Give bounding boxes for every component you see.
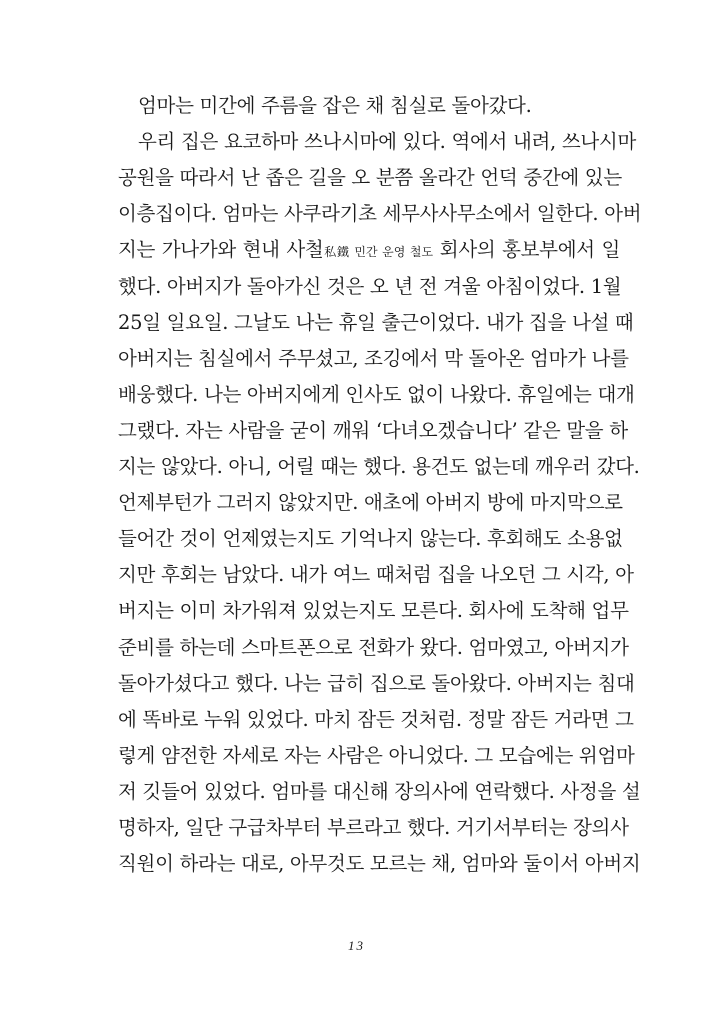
- text-line: 저 깃들어 있었다. 엄마를 대신해 장의사에 연락했다. 사정을 설: [118, 779, 641, 803]
- text-line: 아버지는 침실에서 주무셨고, 조깅에서 막 돌아온 엄마가 나를: [118, 346, 629, 370]
- text-line: 돌아가셨다고 했다. 나는 급히 집으로 돌아왔다. 아버지는 침대: [118, 671, 635, 695]
- text-segment: 지는 가나가와 현내 사철: [118, 238, 324, 262]
- text-line: 공원을 따라서 난 좁은 길을 오 분쯤 올라간 언덕 중간에 있는: [118, 166, 622, 190]
- text-line: 지는 않았다. 아니, 어릴 때는 했다. 용건도 없는데 깨우러 갔다.: [118, 455, 640, 478]
- text-segment: 회사의 홍보부에서 일: [433, 238, 621, 262]
- text-line: 우리 집은 요코하마 쓰나시마에 있다. 역에서 내려, 쓰나시마: [138, 130, 636, 154]
- text-line: 준비를 하는데 스마트폰으로 전화가 왔다. 엄마였고, 아버지가: [118, 635, 629, 659]
- text-line: [118, 232, 620, 268]
- text-line: 직원이 하라는 대로, 아무것도 모르는 채, 엄마와 둘이서 아버지: [118, 852, 641, 876]
- text-line: 엄마는 미간에 주름을 잡은 채 침실로 돌아갔다.: [138, 94, 532, 117]
- hanja-annotation: 私鐵 민간 운영 철도: [323, 245, 434, 260]
- text-line: 배웅했다. 나는 아버지에게 인사도 없이 나왔다. 휴일에는 대개: [118, 382, 635, 406]
- text-line: 언제부턴가 그러지 않았지만. 애초에 아버지 방에 마지막으로: [118, 491, 623, 515]
- text-line: 이층집이다. 엄마는 사쿠라기초 세무사사무소에서 일한다. 아버: [118, 202, 642, 226]
- text-line: 렇게 얌전한 자세로 자는 사람은 아니었다. 그 모습에는 위엄마: [118, 743, 635, 767]
- text-line: 명하자, 일단 구급차부터 부르라고 했다. 거기서부터는 장의사: [118, 816, 629, 839]
- page-number: 13: [348, 938, 365, 953]
- text-line: 25일 일요일. 그날도 나는 휴일 출근이었다. 내가 집을 나설 때: [118, 310, 634, 334]
- text-line: 그랬다. 자는 사람을 굳이 깨워 ‘다녀오겠습니다’ 같은 말을 하: [118, 418, 628, 442]
- text-line: 지만 후회는 남았다. 내가 여느 때처럼 집을 나오던 그 시각, 아: [118, 563, 634, 587]
- text-line: 에 똑바로 누워 있었다. 마치 잠든 것처럼. 정말 잠든 거라면 그: [118, 707, 634, 731]
- text-line: 했다. 아버지가 돌아가신 것은 오 년 전 겨울 아침이었다. 1월: [118, 274, 622, 298]
- text-line: 버지는 이미 차가워져 있었는지도 모른다. 회사에 도착해 업무: [118, 599, 629, 623]
- text-line: 들어간 것이 언제였는지도 기억나지 않는다. 후회해도 소용없: [118, 527, 623, 551]
